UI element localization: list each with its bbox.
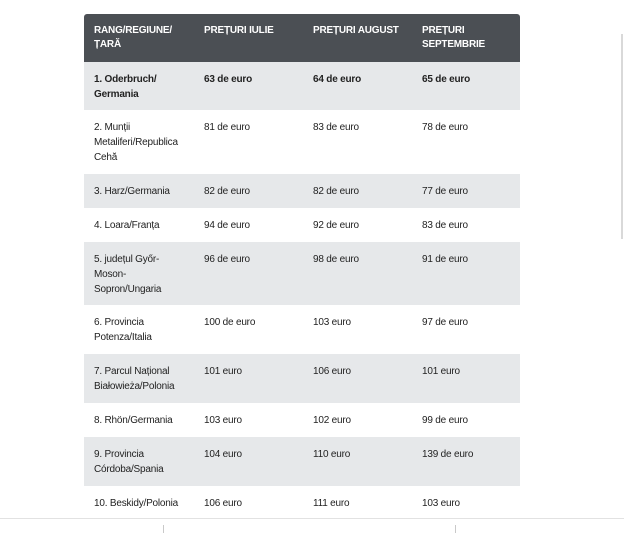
cell-august: 102 euro: [303, 403, 412, 437]
cell-region: 10. Beskidy/Polonia: [84, 486, 194, 518]
scrollbar-edge[interactable]: [621, 34, 623, 239]
cell-july: 106 euro: [194, 486, 303, 518]
cell-region: 7. Parcul Național Białowieża/Polonia: [84, 354, 194, 403]
header-prices-september: PREȚURI SEPTEMBRIE: [412, 14, 520, 62]
bottom-divider: [0, 518, 624, 519]
table-row: [84, 403, 520, 437]
cell-july: 82 de euro: [194, 174, 303, 208]
table-row: [84, 242, 520, 305]
table-row: [84, 305, 520, 354]
table-row: [84, 174, 520, 208]
cell-august: 82 de euro: [303, 174, 412, 208]
header-rank-region-country: RANG/REGIUNE/ ȚARĂ: [84, 14, 194, 62]
cell-region: 4. Loara/Franța: [84, 208, 194, 242]
cell-september: 77 de euro: [412, 174, 520, 208]
cell-august: 111 euro: [303, 486, 412, 518]
header-prices-august: PREȚURI AUGUST: [303, 14, 412, 62]
cell-september: 103 euro: [412, 486, 520, 518]
cell-region: 6. Provincia Potenza/Italia: [84, 305, 194, 354]
cell-august: [303, 208, 412, 242]
cell-august: 110 euro: [303, 437, 412, 486]
cell-july: 104 euro: [194, 437, 303, 486]
header-prices-july: PREȚURI IULIE: [194, 14, 303, 62]
cell-july: 103 euro: [194, 403, 303, 437]
price-table-container: [84, 14, 520, 518]
table-row: [84, 486, 520, 518]
cell-july: 81 de euro: [194, 110, 303, 174]
cell-september: 99 de euro: [412, 403, 520, 437]
table-row: [84, 208, 520, 242]
cell-august-text: 92 de euro: [313, 220, 359, 231]
cell-region: 3. Harz/Germania: [84, 174, 194, 208]
cell-august: 103 euro: [303, 305, 412, 354]
cell-september: 65 de euro: [412, 62, 520, 110]
cell-august: 98 de euro: [303, 242, 412, 305]
bottom-tick-right: [455, 525, 456, 533]
table-row: [84, 437, 520, 486]
cell-july: 100 de euro: [194, 305, 303, 354]
cell-region: 5. județul Győr-Moson-Sopron/Ungaria: [84, 242, 194, 305]
cell-august: 83 de euro: [303, 110, 412, 174]
cell-september: 78 de euro: [412, 110, 520, 174]
cell-august: 106 euro: [303, 354, 412, 403]
cell-region: 1. Oderbruch/ Germania: [84, 62, 194, 110]
cell-region: 9. Provincia Córdoba/Spania: [84, 437, 194, 486]
cell-september: 83 de euro: [412, 208, 520, 242]
cell-september: 139 de euro: [412, 437, 520, 486]
bottom-tick-left: [163, 525, 164, 533]
cell-august: 64 de euro: [303, 62, 412, 110]
cell-region: 8. Rhön/Germania: [84, 403, 194, 437]
price-table: [84, 14, 520, 518]
cell-september: 97 de euro: [412, 305, 520, 354]
table-row: [84, 354, 520, 403]
table-header-row: [84, 14, 520, 62]
cell-july: 63 de euro: [194, 62, 303, 110]
cell-september: 91 de euro: [412, 242, 520, 305]
cell-july: 101 euro: [194, 354, 303, 403]
cell-july: 94 de euro: [194, 208, 303, 242]
table-row: [84, 110, 520, 174]
table-row: [84, 62, 520, 110]
cell-region: 2. Munții Metaliferi/Republica Cehă: [84, 110, 194, 174]
cell-july: 96 de euro: [194, 242, 303, 305]
cell-september: 101 euro: [412, 354, 520, 403]
